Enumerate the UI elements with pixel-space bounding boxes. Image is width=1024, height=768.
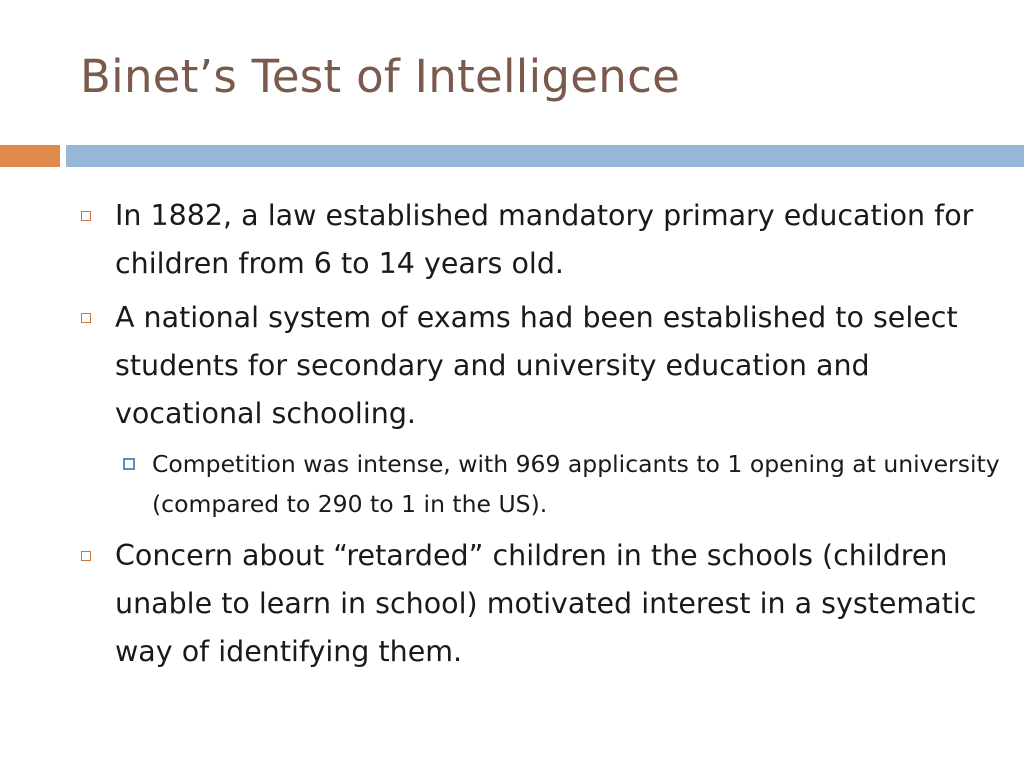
accent-bar-orange: [0, 145, 60, 167]
sub-bullet-item: [115, 444, 1000, 524]
bullet-item: [80, 294, 1000, 438]
bullet-text: Concern about “retarded” children in the schools (children unable to learn in school) motivated interest in a systematic way of identifying them.: [115, 539, 977, 668]
filled-square-bullet-icon: [123, 458, 135, 470]
bullet-list: [80, 192, 1000, 682]
slide-title: Binet’s Test of Intelligence: [80, 50, 681, 103]
accent-bar-blue: [66, 145, 1024, 167]
sub-bullet-text: Competition was intense, with 969 applicants to 1 opening at university (compared to 290 to 1 in the US).: [152, 450, 1000, 518]
bullet-item: [80, 532, 1000, 676]
square-bullet-icon: [81, 551, 91, 561]
square-bullet-icon: [81, 313, 91, 323]
bullet-text: In 1882, a law established mandatory primary education for children from 6 to 14 years old.: [115, 199, 974, 280]
bullet-item: [80, 192, 1000, 288]
square-bullet-icon: [81, 211, 91, 221]
bullet-text: A national system of exams had been established to select students for secondary and university education and vocational schooling.: [115, 301, 958, 430]
